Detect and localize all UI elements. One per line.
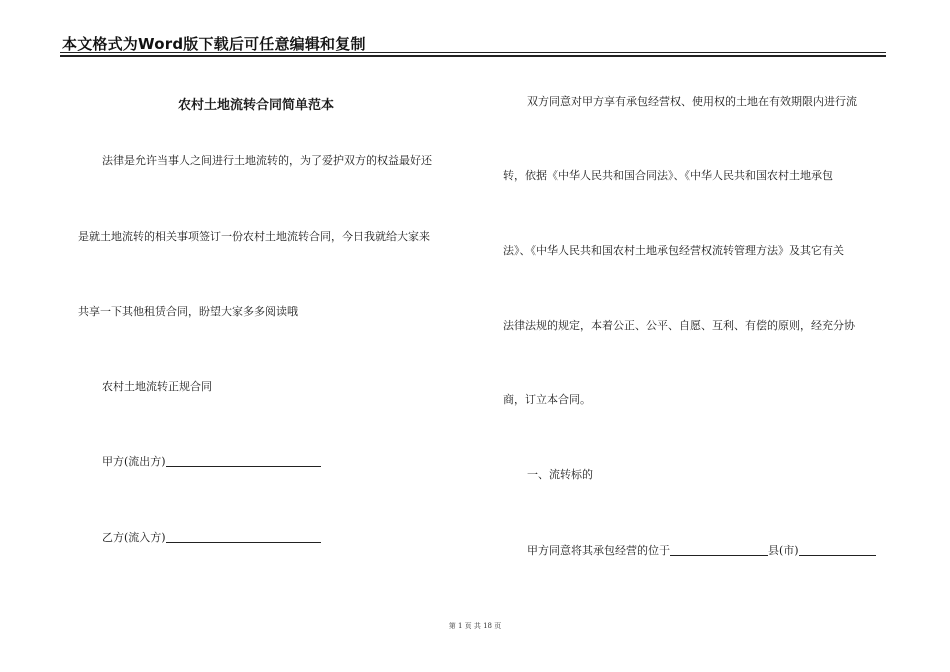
para-line-3: 法》、《中华人民共和国农村土地承包经营权流转管理方法》及其它有关 (503, 244, 844, 257)
header-rule-thin (60, 52, 886, 53)
intro-line-3: 共享一下其他租赁合同，盼望大家多多阅读哦 (78, 305, 298, 318)
intro-line-1: 法律是允许当事人之间进行土地流转的，为了爱护双方的权益最好还 (102, 154, 432, 167)
party-a-blank (166, 454, 321, 467)
para-line-1: 双方同意对甲方享有承包经营权、使用权的土地在有效期限内进行流 (527, 95, 857, 108)
party-a-label: 甲方(流出方) (102, 455, 166, 468)
contract-heading: 农村土地流转正规合同 (102, 380, 212, 393)
county-label: 县(市) (768, 544, 799, 557)
location-blank-1 (670, 543, 768, 556)
document-title: 农村土地流转合同简单范本 (178, 98, 335, 113)
party-b-blank (166, 530, 321, 543)
party-b-row (102, 530, 321, 545)
location-row (527, 543, 876, 558)
para-line-2: 转，依据《中华人民共和国合同法》、《中华人民共和国农村土地承包 (503, 169, 833, 182)
county-blank (799, 543, 876, 556)
para-line-5: 商，订立本合同。 (503, 393, 591, 406)
party-b-label: 乙方(流入方) (102, 531, 166, 544)
page-number: 第 1 页 共 18 页 (448, 622, 502, 630)
document-banner: 本文格式为Word版下载后可任意编辑和复制 (62, 35, 366, 53)
party-a-row (102, 454, 321, 469)
location-text: 甲方同意将其承包经营的位于 (527, 544, 670, 557)
para-line-4: 法律法规的规定，本着公正、公平、自愿、互利、有偿的原则，经充分协 (503, 319, 855, 332)
intro-line-2: 是就土地流转的相关事项签订一份农村土地流转合同，今日我就给大家来 (78, 230, 430, 243)
header-rule-thick (60, 55, 886, 57)
section-heading-1: 一、流转标的 (527, 468, 593, 481)
